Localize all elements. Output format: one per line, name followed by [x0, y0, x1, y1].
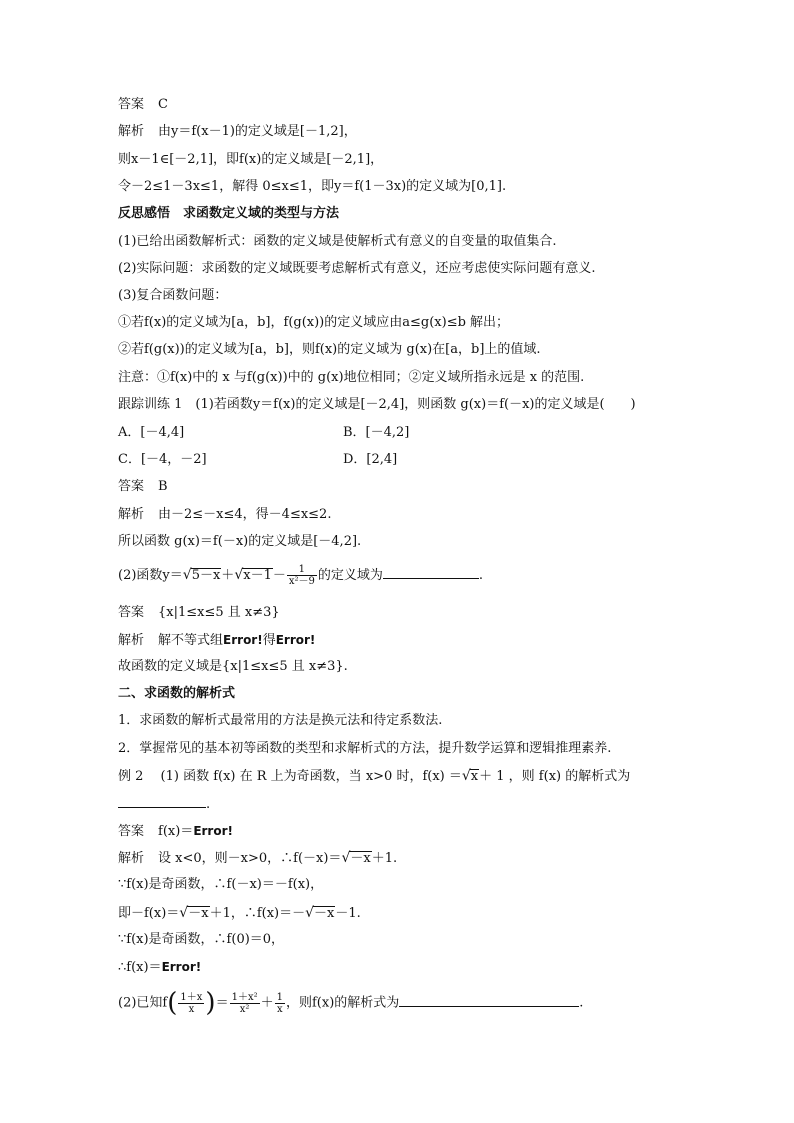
fraction-numerator: 1＋x [180, 991, 203, 1003]
analysis-line-7: 故函数的定义域是{x|1≤x≤5 且 x≠3}. [118, 659, 348, 674]
answer-value: {x|1≤x≤5 且 x≠3} [158, 605, 280, 620]
sqrt-minus-x: －x [350, 851, 371, 866]
analysis-text: ＋1，∴f(x)＝－ [209, 906, 306, 921]
sqrt-sign: √ [179, 905, 189, 921]
answer-line-1 [118, 97, 168, 113]
fraction-numerator: 1 [287, 564, 317, 576]
answer-line-4 [118, 823, 233, 840]
analysis-line-12 [118, 959, 201, 976]
answer-blank[interactable] [399, 994, 579, 1007]
fraction [287, 564, 317, 587]
sqrt-5-minus-x: 5－x [191, 568, 221, 583]
question-prefix: 例 2 (1) 函数 f(x) 在 R 上为奇函数，当 x>0 时，f(x) ＝ [118, 769, 462, 784]
note-line: 注意：①f(x)中的 x 与f(g(x))中的 g(x)地位相同；②定义域所指永远是 x 的范围. [118, 370, 585, 385]
formula-suffix: 的定义域为 [317, 568, 383, 583]
fraction-denominator: x [188, 1003, 195, 1015]
analysis-line-4 [118, 507, 331, 523]
answer-line-3 [118, 605, 280, 621]
sqrt-x-minus-1: x－1 [243, 568, 272, 583]
error-text: Error! [275, 633, 316, 647]
answer-blank[interactable] [118, 795, 206, 808]
analysis-label: 解析 [118, 633, 145, 648]
example-2-blank-line [118, 795, 210, 813]
period: . [478, 568, 484, 583]
analysis-line-1 [118, 124, 357, 140]
fraction-numerator: 1 [276, 991, 283, 1003]
answer-label: 答案 [118, 97, 145, 112]
point-2: 2．掌握常见的基本初等函数的类型和求解析式的方法，提升数学运算和逻辑推理素养. [118, 741, 612, 756]
answer-line-2 [118, 479, 168, 495]
analysis-text: 解不等式组 [158, 633, 224, 648]
method-3-case-1: ①若f(x)的定义域为[a，b]，f(g(x))的定义域应由a≤g(x)≤b 解出； [118, 315, 510, 330]
analysis-line-6 [118, 632, 315, 649]
sqrt-sign: √ [182, 567, 192, 583]
analysis-line-11: ∵f(x)是奇函数，∴f(0)＝0， [118, 932, 285, 947]
fraction-denominator: x² [239, 1003, 250, 1015]
sqrt-sign: √ [305, 905, 315, 921]
sqrt-minus-x: －x [314, 906, 335, 921]
answer-value: C [158, 97, 168, 112]
method-1: (1)已给出函数解析式：函数的定义域是使解析式有意义的自变量的取值集合. [118, 234, 557, 249]
analysis-text: ∴f(x)＝ [118, 960, 162, 975]
plus-sign: ＋ [260, 995, 274, 1011]
sqrt-sign: √ [461, 768, 471, 784]
section-heading: 二、求函数的解析式 [118, 686, 236, 701]
method-2: (2)实际问题：求函数的定义域既要考虑解析式有意义，还应考虑使实际问题有意义. [118, 261, 596, 276]
option-c: C．[－4，－2] [118, 452, 207, 467]
exercise-1-part-2 [118, 564, 483, 587]
analysis-text: －1. [335, 906, 361, 921]
question-prefix: (2)已知f [118, 995, 168, 1011]
plus-sign: ＋ [221, 568, 235, 583]
analysis-text: 设 x<0，则－x>0，∴f(－x)＝ [158, 851, 342, 866]
sqrt-minus-x: －x [188, 906, 209, 921]
method-3: (3)复合函数问题： [118, 288, 228, 303]
right-paren: ) [205, 988, 216, 1018]
analysis-label: 解析 [118, 124, 145, 139]
analysis-text: ＋1. [371, 851, 398, 866]
fraction [275, 992, 285, 1015]
fraction [230, 992, 260, 1015]
fraction-denominator: x²－9 [288, 576, 315, 587]
method-3-case-2: ②若f(g(x))的定义域为[a，b]，则f(x)的定义域为 g(x)在[a，b]上的值域. [118, 342, 541, 357]
analysis-line-2: 则x－1∈[－2,1]，即f(x)的定义域是[－2,1]， [118, 152, 384, 167]
minus-sign: － [272, 568, 286, 583]
fraction-denominator: x [276, 1003, 283, 1015]
formula-prefix: (2)函数y＝ [118, 568, 183, 583]
error-text: Error! [161, 960, 202, 974]
sqrt-x: x [470, 769, 479, 784]
sqrt-sign: √ [234, 567, 244, 583]
question-suffix: ＋ 1 ，则 f(x) 的解析式为 [479, 769, 631, 784]
analysis-text: 由y＝f(x－1)的定义域是[－1,2]， [158, 124, 357, 139]
analysis-text: 得 [262, 633, 276, 648]
left-paren: ( [167, 988, 178, 1018]
answer-value: f(x)＝ [158, 824, 194, 839]
analysis-line-8 [118, 850, 397, 867]
answer-label: 答案 [118, 605, 145, 620]
analysis-text: 即－f(x)＝ [118, 906, 180, 921]
exercise-1-question: 跟踪训练 1 (1)若函数y＝f(x)的定义域是[－2,4]，则函数 g(x)＝f(－x)的定义域是( ) [118, 397, 636, 412]
analysis-line-5: 所以函数 g(x)＝f(－x)的定义域是[－4,2]. [118, 534, 362, 549]
fraction [178, 992, 204, 1015]
answer-label: 答案 [118, 479, 145, 494]
option-b: B．[－4,2] [343, 425, 410, 440]
analysis-line-3: 令－2≤1－3x≤1，解得 0≤x≤1，即y＝f(1－3x)的定义域为[0,1]. [118, 179, 507, 194]
answer-label: 答案 [118, 824, 145, 839]
answer-value: B [158, 479, 168, 494]
answer-blank[interactable] [383, 566, 479, 579]
point-1: 1．求函数的解析式最常用的方法是换元法和待定系数法. [118, 713, 443, 728]
sqrt-sign: √ [341, 850, 351, 866]
period: . [579, 995, 584, 1011]
analysis-line-9: ∵f(x)是奇函数，∴f(－x)＝－f(x)， [118, 877, 324, 892]
example-2-question [118, 768, 630, 785]
question-suffix: ，则f(x)的解析式为 [285, 995, 400, 1011]
option-d: D．[2,4] [343, 452, 398, 467]
fraction-numerator: 1＋x² [231, 991, 258, 1003]
option-a: A．[－4,4] [118, 425, 185, 440]
analysis-text: 由－2≤－x≤4，得－4≤x≤2. [158, 507, 332, 522]
reflection-heading: 反思感悟 求函数定义域的类型与方法 [118, 206, 340, 221]
analysis-line-10 [118, 905, 361, 922]
error-text: Error! [223, 633, 263, 647]
analysis-label: 解析 [118, 851, 145, 866]
analysis-label: 解析 [118, 507, 145, 522]
equals-sign: ＝ [215, 995, 229, 1011]
period: . [206, 797, 211, 812]
example-2-part-2 [118, 990, 583, 1016]
error-text: Error! [193, 824, 233, 838]
